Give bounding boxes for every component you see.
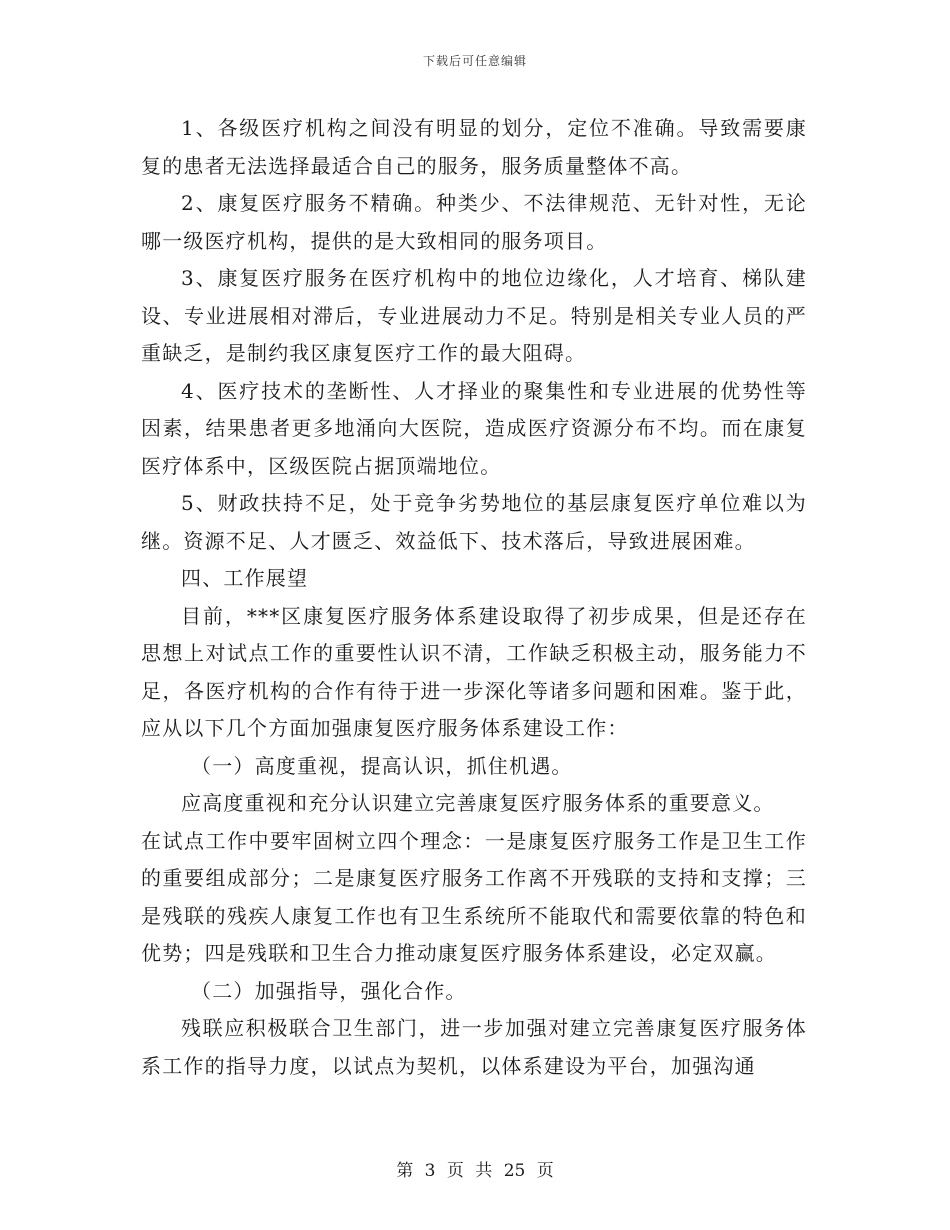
paragraph-problem-3: 3、康复医疗服务在医疗机构中的地位边缘化，人才培育、梯队建设、专业进展相对滞后，专业进展动力不足。特别是相关专业人员的严重缺乏，是制约我区康复医疗工作的最大阻碍。 (141, 266, 807, 365)
paragraph-subsection-1-body: 在试点工作中要牢固树立四个理念：一是康复医疗服务工作是卫生工作的重要组成部分；二是康复医疗服务工作离不开残联的支持和支撑；三是残联的残疾人康复工作也有卫生系统所不能取代和需要依靠的特色和优势；四是残联和卫生合力推动康复医疗服务体系建设，必定双赢。 (141, 828, 807, 965)
subheading-1: （一）高度重视，提高认识，抓住机遇。 (191, 753, 573, 778)
paragraph-problem-2: 2、康复医疗服务不精确。种类少、不法律规范、无针对性，无论哪一级医疗机构，提供的是大致相同的服务项目。 (141, 191, 807, 253)
paragraph-problem-4: 4、医疗技术的垄断性、人才择业的聚集性和专业进展的优势性等因素，结果患者更多地涌向大医院，造成医疗资源分布不均。而在康复医疗体系中，区级医院占据顶端地位。 (141, 378, 807, 478)
paragraph-subsection-2: 残联应积极联合卫生部门，进一步加强对建立完善康复医疗服务体系工作的指导力度，以试点为契机，以体系建设为平台，加强沟通 (141, 1016, 807, 1078)
paragraph-problem-5: 5、财政扶持不足，处于竞争劣势地位的基层康复医疗单位难以为继。资源不足、人才匮乏、效益低下、技术落后，导致进展困难。 (141, 491, 807, 553)
section-heading-outlook: 四、工作展望 (181, 566, 309, 590)
page-number: 第 3 页 共 25 页 (396, 1161, 554, 1181)
paragraph-problem-1: 1、各级医疗机构之间没有明显的划分，定位不准确。导致需要康复的患者无法选择最适合自己的服务，服务质量整体不高。 (141, 116, 807, 178)
document-body (141, 110, 807, 1085)
paragraph-outlook-intro: 目前，***区康复医疗服务体系建设取得了初步成果，但是还存在思想上对试点工作的重要性认识不清，工作缺乏积极主动，服务能力不足，各医疗机构的合作有待于进一步深化等诸多问题和困难。鉴于此，应从以下几个方面加强康复医疗服务体系建设工作： (141, 603, 807, 740)
paragraph-subsection-1-lead: 应高度重视和充分认识建立完善康复医疗服务体系的重要意义。 (181, 791, 775, 815)
page-header-note: 下载后可任意编辑 (422, 54, 527, 68)
subheading-2: （二）加强指导，强化合作。 (191, 978, 467, 1003)
